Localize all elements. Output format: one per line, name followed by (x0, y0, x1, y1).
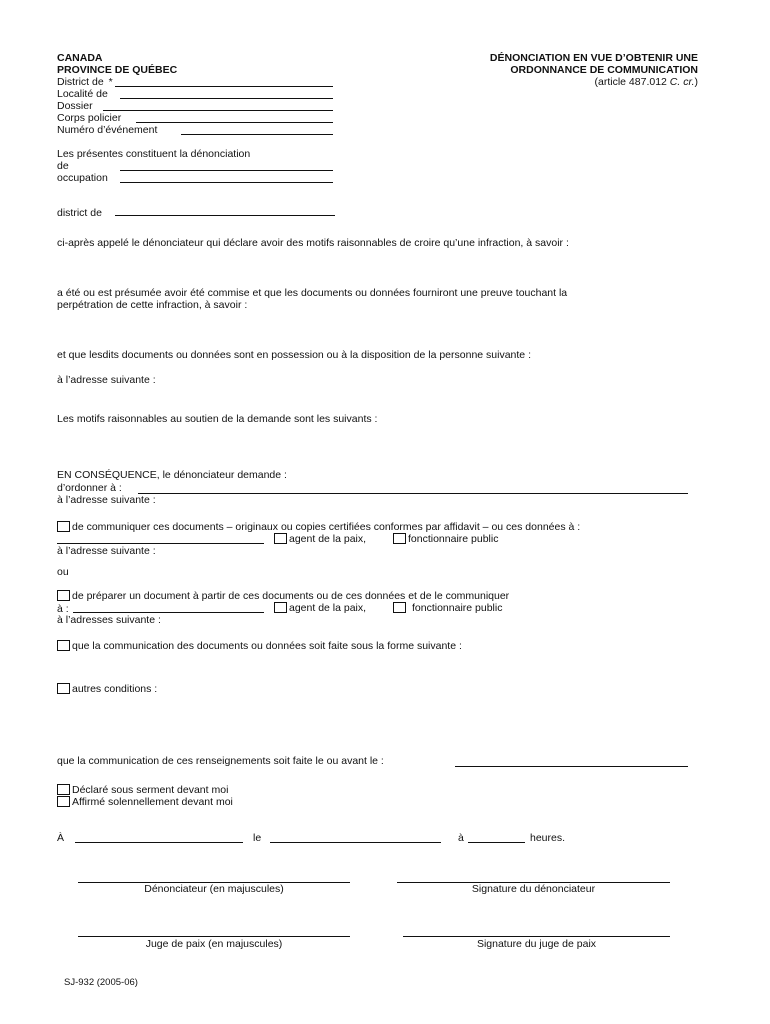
corps-policier-field[interactable] (136, 122, 333, 123)
sig-juge-caption: Signature du juge de paix (476, 938, 597, 950)
agent-checkbox-1[interactable] (274, 533, 287, 544)
numero-evenement-label: Numéro d’événement (57, 124, 158, 136)
option-preparer (57, 590, 509, 602)
adresse-suivante-text: à l’adresse suivante : (57, 374, 156, 386)
fonctionnaire-checkbox-2[interactable] (393, 602, 406, 613)
preparer-checkbox[interactable] (57, 590, 70, 601)
et-que-text: et que lesdits documents ou données sont en possession ou à la disposition de la personne suivante : (57, 349, 531, 361)
localite-label: Localité de (57, 88, 108, 100)
dossier-label: Dossier (57, 100, 93, 112)
fonctionnaire-option-1: fonctionnaire public (393, 533, 498, 545)
ou-text: ou (57, 566, 69, 578)
district-label: District de * (57, 76, 113, 88)
article-reference: (article 487.012 C. cr.) (594, 76, 698, 88)
form-code: SJ-932 (2005-06) (64, 977, 138, 988)
juge-caption: Juge de paix (en majuscules) (145, 938, 283, 950)
le-label: le (253, 832, 262, 844)
dossier-field[interactable] (103, 110, 333, 111)
declare-option: Déclaré sous serment devant moi (57, 784, 228, 796)
district-de-field[interactable] (115, 215, 335, 216)
forme-checkbox[interactable] (57, 640, 70, 651)
a-ete-text-2: perpétration de cette infraction, à savoir : (57, 299, 248, 311)
affirme-checkbox[interactable] (57, 796, 70, 807)
date-field[interactable] (270, 842, 441, 843)
en-consequence-text: EN CONSÉQUENCE, le dénonciateur demande : (57, 469, 287, 481)
adresse-label-3: à l’adresses suivante : (57, 614, 161, 626)
juge-signature-line[interactable] (403, 936, 670, 937)
occupation-field[interactable] (120, 182, 333, 183)
motifs-text: Les motifs raisonnables au soutien de la demande sont les suivants : (57, 413, 378, 425)
time-field[interactable] (468, 842, 525, 843)
option-communiquer (57, 521, 580, 533)
district-de-label: district de (57, 207, 102, 219)
occupation-label: occupation (57, 172, 108, 184)
deadline-text: que la communication de ces renseignements soit faite le ou avant le : (57, 755, 384, 767)
localite-field[interactable] (120, 98, 333, 99)
de-label: de (57, 160, 69, 172)
communiquer-recipient-field[interactable] (57, 543, 264, 544)
affirme-option: Affirmé solennellement devant moi (57, 796, 233, 808)
presentes-text: Les présentes constituent la dénonciation (57, 148, 251, 160)
autres-text: autres conditions : (72, 683, 158, 695)
heures-label: heures. (530, 832, 566, 844)
district-mark: * (108, 76, 113, 88)
numero-evenement-field[interactable] (181, 134, 333, 135)
denonciateur-caption: Dénonciateur (en majuscules) (144, 883, 284, 895)
preparer-text: de préparer un document à partir de ces documents ou de ces données et de le communiquer (72, 590, 510, 602)
option-forme (57, 640, 462, 652)
sig-denonciateur-caption: Signature du dénonciateur (471, 883, 596, 895)
autres-checkbox[interactable] (57, 683, 70, 694)
a-ete-text-1: a été ou est présumée avoir été commise et que les documents ou données fourniront une preuve touchant la (57, 287, 568, 299)
corps-policier-label: Corps policier (57, 112, 122, 124)
a-time-label: à (458, 832, 464, 844)
place-field[interactable] (75, 842, 243, 843)
fonctionnaire-checkbox-1[interactable] (393, 533, 406, 544)
province-heading: PROVINCE DE QUÉBEC (57, 64, 178, 76)
agent-option-1: agent de la paix, (274, 533, 366, 545)
communiquer-text: de communiquer ces documents – originaux ou copies certifiées conformes par affidavit – ou ces données à : (72, 521, 581, 533)
agent-checkbox-2[interactable] (274, 602, 287, 613)
a-place-label: À (57, 832, 65, 844)
forme-text: que la communication des documents ou données soit faite sous la forme suivante : (72, 640, 462, 652)
juge-name-line[interactable] (78, 936, 350, 937)
option-autres (57, 683, 157, 695)
a-label: à : (57, 603, 69, 615)
deadline-field[interactable] (455, 766, 688, 767)
adresse-label-1: à l’adresse suivante : (57, 494, 156, 506)
form-title-line1: DÉNONCIATION EN VUE D’OBTENIR UNE (489, 52, 698, 64)
form-title-line2: ORDONNANCE DE COMMUNICATION (510, 64, 698, 76)
canada-heading: CANADA (57, 52, 103, 64)
communiquer-checkbox[interactable] (57, 521, 70, 532)
declare-checkbox[interactable] (57, 784, 70, 795)
ordonner-label: d’ordonner à : (57, 482, 122, 494)
adresse-label-2: à l’adresse suivante : (57, 545, 156, 557)
ci-apres-text: ci-après appelé le dénonciateur qui déclare avoir des motifs raisonnables de croire qu’une infraction, à savoir : (57, 237, 569, 249)
district-field[interactable] (115, 86, 333, 87)
de-field[interactable] (120, 170, 333, 171)
ordonner-field[interactable] (138, 493, 688, 494)
fonctionnaire-option-2: fonctionnaire public (393, 602, 502, 614)
agent-option-2: agent de la paix, (274, 602, 366, 614)
preparer-recipient-field[interactable] (73, 612, 264, 613)
